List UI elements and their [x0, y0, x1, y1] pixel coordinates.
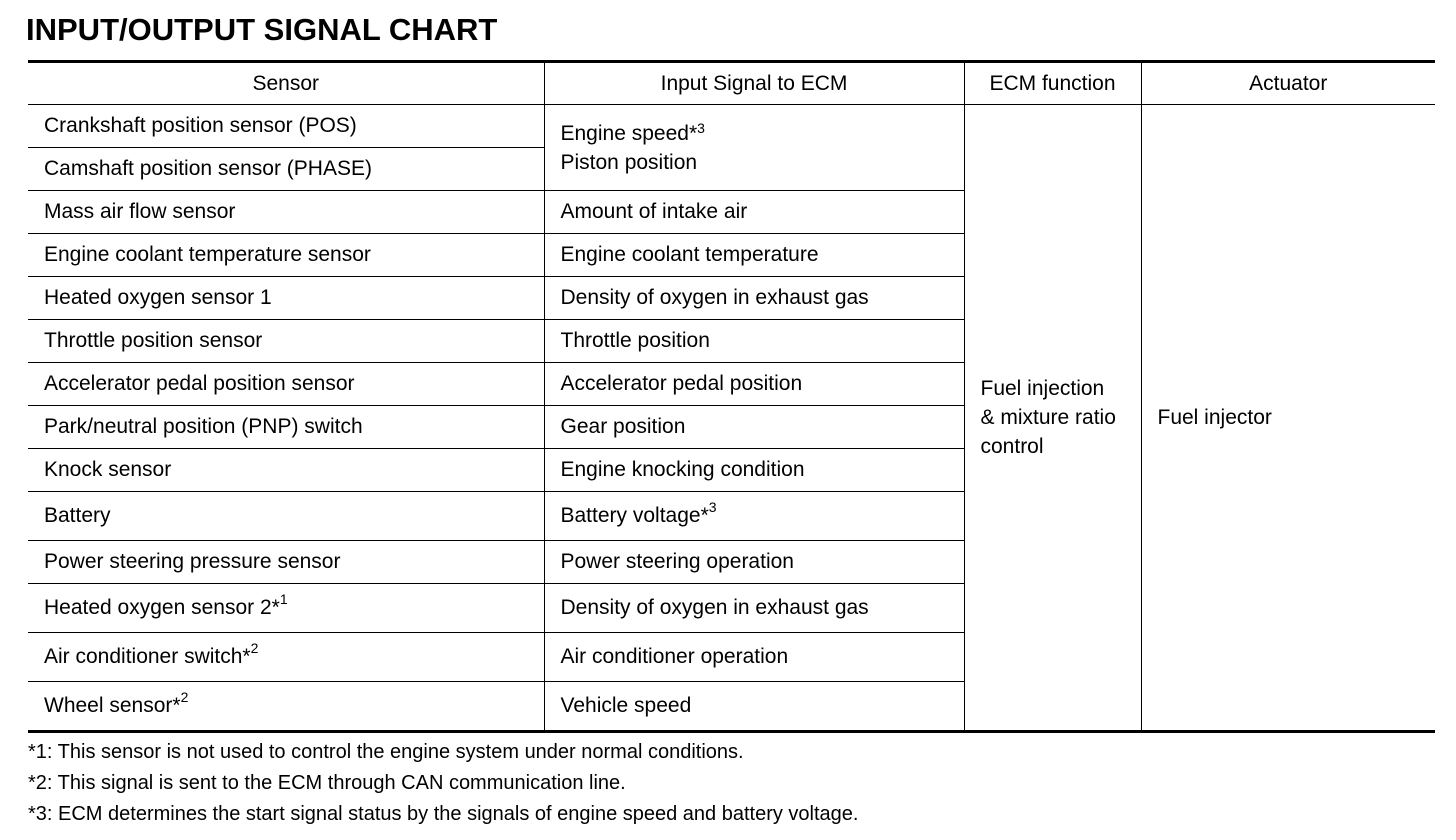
table-header-row — [28, 62, 1435, 105]
input-signal-cell: Vehicle speed — [544, 682, 964, 732]
sensor-cell: Battery — [28, 492, 544, 541]
input-signal-cell: Density of oxygen in exhaust gas — [544, 277, 964, 320]
page-title: INPUT/OUTPUT SIGNAL CHART — [26, 12, 498, 47]
sensor-cell: Knock sensor — [28, 449, 544, 492]
footnotes — [28, 737, 858, 830]
column-header-actuator: Actuator — [1141, 62, 1435, 105]
sensor-cell: Throttle position sensor — [28, 320, 544, 363]
input-signal-cell: Battery voltage*$^3$ — [544, 492, 964, 541]
input-signal-cell: Engine knocking condition — [544, 449, 964, 492]
input-signal-cell: Air conditioner operation — [544, 633, 964, 682]
sensor-cell: Heated oxygen sensor 1 — [28, 277, 544, 320]
sensor-cell: Park/neutral position (PNP) switch — [28, 406, 544, 449]
footnote-ref: 2 — [250, 640, 259, 656]
input-signal-cell: Gear position — [544, 406, 964, 449]
actuator-cell: Fuel injector — [1141, 105, 1435, 732]
footnote: *1: This sensor is not used to control the engine system under normal conditions. — [28, 741, 744, 763]
sensor-cell: Accelerator pedal position sensor — [28, 363, 544, 406]
sensor-cell: Power steering pressure sensor — [28, 541, 544, 584]
sensor-cell: Camshaft position sensor (PHASE) — [28, 148, 544, 191]
sensor-cell: Crankshaft position sensor (POS) — [28, 105, 544, 148]
input-signal-cell: Accelerator pedal position — [544, 363, 964, 406]
footnote-ref: 2 — [180, 689, 189, 705]
signal-line: Engine speed*$^3$ — [560, 120, 705, 145]
ecm-function-line: control — [980, 435, 1044, 458]
input-signal-cell: Engine coolant temperature — [544, 234, 964, 277]
sensor-cell: Heated oxygen sensor 2*$^1$ — [28, 584, 544, 633]
input-signal-cell: Amount of intake air — [544, 191, 964, 234]
footnote: *3: ECM determines the start signal status by the signals of engine speed and battery voltage. — [28, 803, 859, 825]
signal-line: Piston position — [560, 151, 698, 174]
footnote-ref: 1 — [279, 591, 288, 607]
ecm-function-cell — [964, 105, 1141, 732]
input-signal-cell: Throttle position — [544, 320, 964, 363]
footnote: *2: This signal is sent to the ECM through CAN communication line. — [28, 772, 626, 794]
column-header-input-signal: Input Signal to ECM — [544, 62, 964, 105]
input-signal-cell: Power steering operation — [544, 541, 964, 584]
table-row — [28, 105, 1435, 148]
footnote-ref: 3 — [708, 499, 717, 515]
column-header-ecm-function: ECM function — [964, 62, 1141, 105]
input-signal-cell: Density of oxygen in exhaust gas — [544, 584, 964, 633]
footnote-ref: 3 — [697, 120, 705, 136]
column-header-sensor: Sensor — [28, 62, 544, 105]
signal-table — [28, 60, 1435, 733]
ecm-function-line: Fuel injection — [980, 377, 1105, 400]
ecm-function-line: & mixture ratio — [980, 406, 1116, 429]
sensor-cell: Engine coolant temperature sensor — [28, 234, 544, 277]
input-signal-cell-engine-speed — [544, 105, 964, 191]
sensor-cell: Wheel sensor*$^2$ — [28, 682, 544, 732]
sensor-cell: Mass air flow sensor — [28, 191, 544, 234]
sensor-cell: Air conditioner switch*$^2$ — [28, 633, 544, 682]
